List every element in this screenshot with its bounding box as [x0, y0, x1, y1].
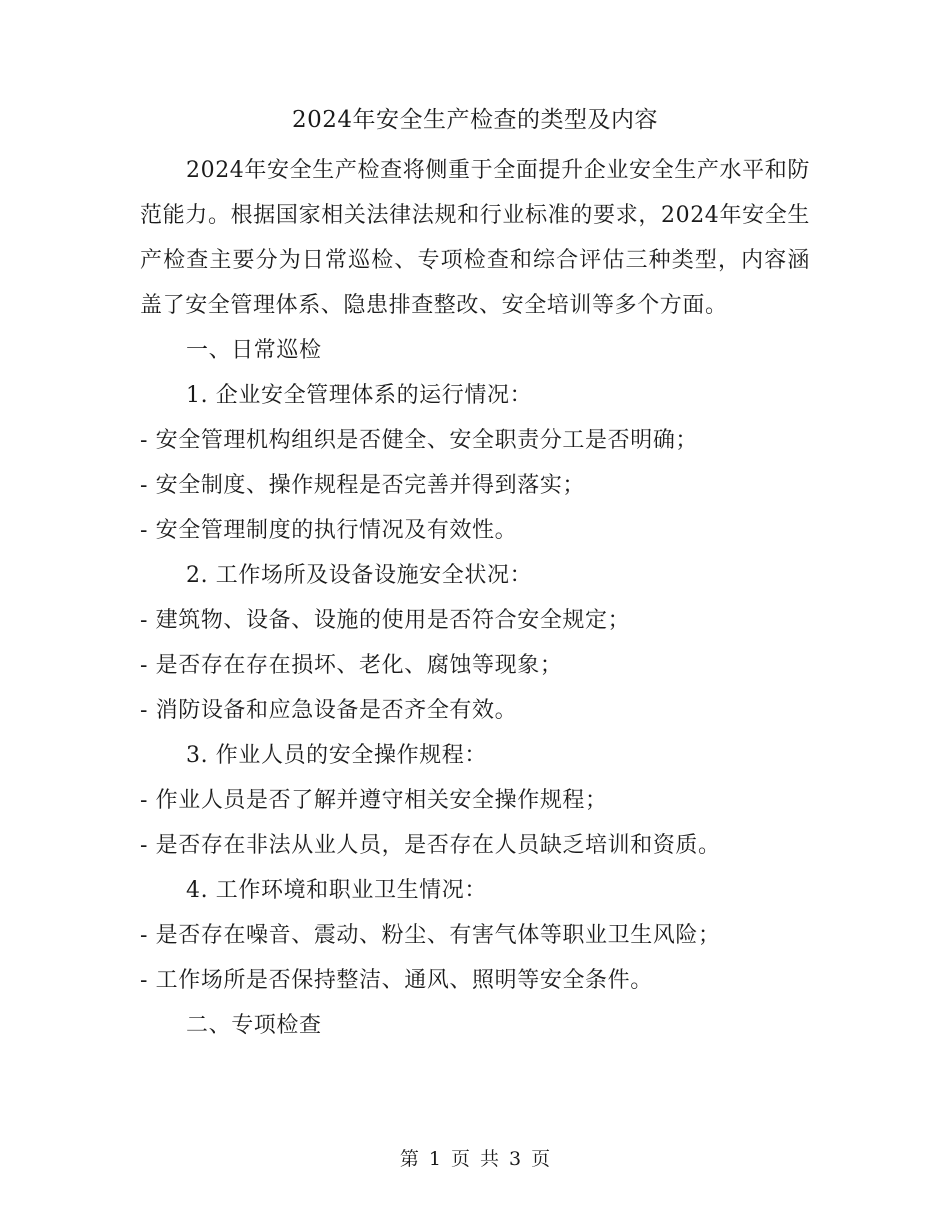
- section-heading-daily-inspection: 一、日常巡检: [186, 338, 322, 363]
- document-title: 2024年安全生产检查的类型及内容: [291, 107, 659, 133]
- document-body: [140, 148, 810, 1048]
- bullet-line: - 安全管理机构组织是否健全、安全职责分工是否明确；: [140, 428, 699, 453]
- section-heading-special-inspection: 二、专项检查: [186, 1013, 322, 1038]
- page-number-footer: 第 1 页 共 3 页: [399, 1148, 551, 1170]
- bullet-line: - 安全制度、操作规程是否完善并得到落实；: [140, 473, 586, 498]
- bullet-line: - 工作场所是否保持整洁、通风、照明等安全条件。: [140, 968, 653, 993]
- bullet-line: - 安全管理制度的执行情况及有效性。: [140, 518, 518, 543]
- intro-paragraph: 2024年安全生产检查将侧重于全面提升企业安全生产水平和防范能力。根据国家相关法律法规和行业标准的要求，2024年安全生产检查主要分为日常巡检、专项检查和综合评估三种类型，内容涵盖了安全管理体系、隐患排查整改、安全培训等多个方面。: [140, 158, 810, 318]
- bullet-line: - 是否存在存在损坏、老化、腐蚀等现象；: [140, 653, 563, 678]
- item-heading: 1. 企业安全管理体系的运行情况：: [186, 383, 533, 408]
- item-heading: 4. 工作环境和职业卫生情况：: [186, 878, 487, 903]
- bullet-line: - 作业人员是否了解并遵守相关安全操作规程；: [140, 788, 608, 813]
- bullet-line: - 是否存在非法从业人员，是否存在人员缺乏培训和资质。: [140, 833, 721, 858]
- item-heading: 2. 工作场所及设备设施安全状况：: [186, 563, 533, 588]
- bullet-line: - 建筑物、设备、设施的使用是否符合安全规定；: [140, 608, 631, 633]
- item-heading: 3. 作业人员的安全操作规程：: [186, 743, 487, 768]
- bullet-line: - 是否存在噪音、震动、粉尘、有害气体等职业卫生风险；: [140, 923, 721, 948]
- bullet-line: - 消防设备和应急设备是否齐全有效。: [140, 698, 518, 723]
